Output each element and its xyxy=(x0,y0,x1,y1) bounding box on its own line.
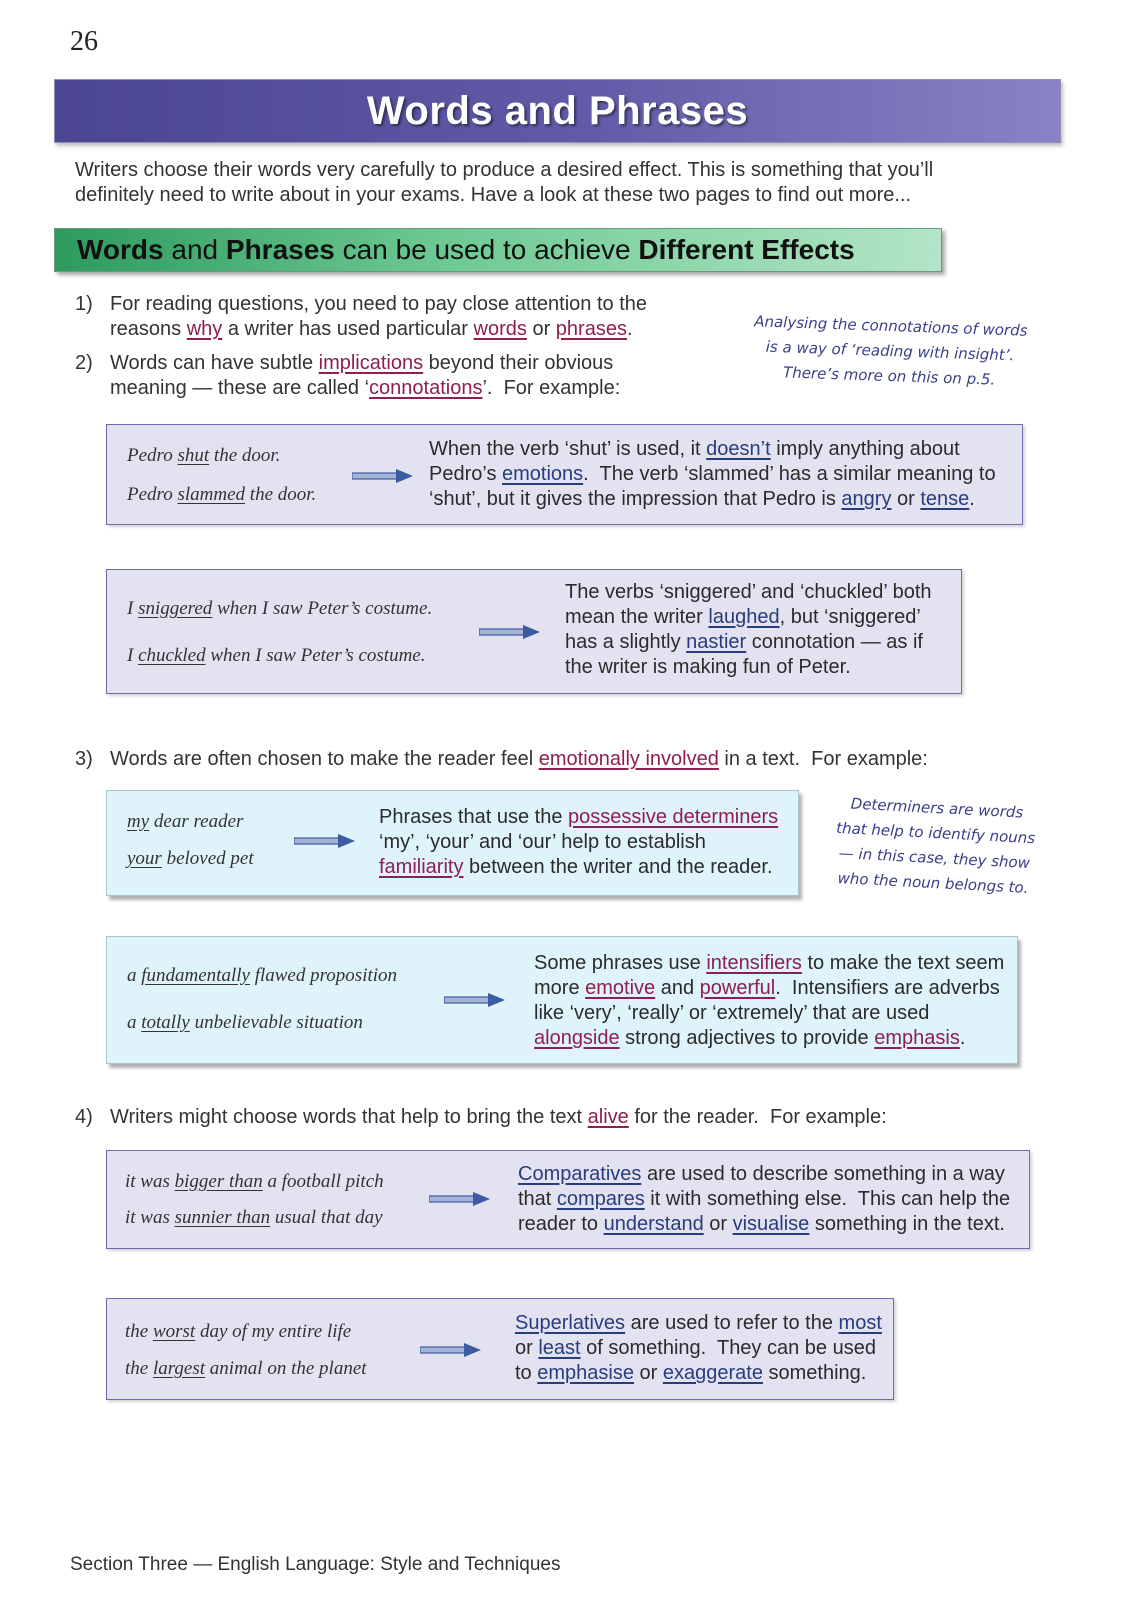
right-arrow-icon xyxy=(352,468,414,484)
highlighted-word: totally xyxy=(141,1012,190,1033)
keyword: Comparatives xyxy=(518,1163,642,1185)
right-arrow-icon xyxy=(294,833,356,849)
heading-word: Words xyxy=(77,234,164,265)
keyword: phrases xyxy=(555,318,627,340)
example-box-shut-slammed xyxy=(106,424,1023,525)
example-box-intensifiers xyxy=(106,936,1018,1064)
page-footer: Section Three — English Language: Style and Techniques xyxy=(70,1554,561,1575)
explanation-text: Some phrases use intensifiers to make the text seem more emotive and powerful. Intensifiers are adverbs like ‘very’, ‘really’ or ‘extremely’ that are used alongside strong adjectives to provide emphasis. xyxy=(534,952,1005,1049)
example-phrase: a fundamentally flawed proposition xyxy=(127,965,398,986)
example-phrase: the worst day of my entire life xyxy=(125,1321,352,1342)
keyword: emphasis xyxy=(874,1027,960,1049)
example-phrase: my dear reader xyxy=(127,811,244,832)
highlighted-word: chuckled xyxy=(138,645,206,666)
note-line: There’s more on this on p.5. xyxy=(782,363,996,389)
point-number: 2) xyxy=(75,352,93,374)
highlighted-word: worst xyxy=(152,1321,196,1342)
right-arrow-icon xyxy=(420,1342,482,1358)
note-line: Analysing the connotations of words xyxy=(753,312,1028,340)
keyword: emotive xyxy=(585,977,656,999)
point-text: Writers might choose words that help to bring the text alive for the reader. For example: xyxy=(110,1106,887,1128)
keyword: tense xyxy=(920,488,970,510)
explanation-text: Comparatives are used to describe something in a way that compares it with something else. This can help the reader to understand or visualise something in the text. xyxy=(518,1163,1011,1235)
margin-note-determiners xyxy=(818,790,1053,902)
heading-word: Phrases xyxy=(225,234,335,265)
point-line: meaning — these are called ‘connotations’. For example: xyxy=(110,377,621,399)
note-line: that help to identify nouns xyxy=(835,818,1036,848)
highlighted-word: bigger than xyxy=(174,1171,263,1192)
example-box-comparatives xyxy=(106,1150,1030,1249)
point-line: reasons why a writer has used particular words or phrases. xyxy=(110,318,633,340)
example-phrase: I chuckled when I saw Peter’s costume. xyxy=(127,645,426,666)
keyword: emotions xyxy=(502,463,584,485)
keyword: emphasise xyxy=(537,1362,634,1384)
point-4 xyxy=(75,1105,1025,1130)
keyword: connotations xyxy=(369,377,483,399)
example-phrase: it was sunnier than usual that day xyxy=(125,1207,383,1228)
example-phrase: Pedro slammed the door. xyxy=(127,484,317,505)
explanation-text: The verbs ‘sniggered’ and ‘chuckled’ both mean the writer laughed, but ‘sniggered’ has a slightly nastier connotation — as if the writer is making fun of Peter. xyxy=(565,581,932,678)
example-phrase: Pedro shut the door. xyxy=(127,445,281,466)
keyword: compares xyxy=(556,1188,645,1210)
point-text: Words are often chosen to make the reader feel emotionally involved in a text. For example: xyxy=(110,748,928,770)
heading-word: and xyxy=(163,234,226,265)
point-number: 1) xyxy=(75,293,93,315)
note-line: is a way of ‘reading with insight’. xyxy=(765,337,1015,365)
point-text xyxy=(110,292,715,342)
keyword: powerful xyxy=(699,977,776,999)
explanation-text: Superlatives are used to refer to the most or least of something. They can be used to emphasise or exaggerate something. xyxy=(515,1312,882,1384)
point-line: For reading questions, you need to pay close attention to the xyxy=(110,293,648,315)
explanation-text: When the verb ‘shut’ is used, it doesn’t imply anything about Pedro’s emotions. The verb ‘slammed’ has a similar meaning to ‘shut’, but it gives the impression that Pedro is angry or tense. xyxy=(429,438,996,510)
point-text xyxy=(110,351,715,401)
highlighted-word: sunnier than xyxy=(174,1207,271,1228)
keyword: least xyxy=(538,1337,581,1359)
intro-line: Writers choose their words very carefully to produce a desired effect. This is something that you’ll xyxy=(75,159,934,181)
keyword: alive xyxy=(587,1106,629,1128)
point-line: Words can have subtle implications beyond their obvious xyxy=(110,352,614,374)
intro-paragraph xyxy=(75,158,1075,208)
keyword: intensifiers xyxy=(706,952,802,974)
keyword: laughed xyxy=(708,606,780,628)
keyword: Superlatives xyxy=(515,1312,626,1334)
highlighted-word: slammed xyxy=(177,484,246,505)
highlighted-word: largest xyxy=(152,1358,206,1379)
keyword: understand xyxy=(603,1213,704,1235)
highlighted-word: my xyxy=(127,811,150,832)
example-box-sniggered-chuckled xyxy=(106,569,962,694)
margin-note-connotations xyxy=(739,309,1041,394)
keyword: familiarity xyxy=(379,856,464,878)
highlighted-word: your xyxy=(127,848,162,869)
point-1 xyxy=(75,292,715,342)
point-number: 4) xyxy=(75,1106,93,1128)
page-title-bar xyxy=(54,79,1061,143)
note-line: who the noun belongs to. xyxy=(837,868,1029,897)
right-arrow-icon xyxy=(479,624,541,640)
keyword: why xyxy=(186,318,223,340)
note-line: — in this case, they show xyxy=(838,843,1031,872)
keyword: alongside xyxy=(534,1027,620,1049)
note-line: Determiners are words xyxy=(850,794,1024,822)
keyword: angry xyxy=(841,488,892,510)
highlighted-word: shut xyxy=(177,445,210,466)
keyword: implications xyxy=(318,352,424,374)
keyword: most xyxy=(838,1312,882,1334)
keyword: exaggerate xyxy=(662,1362,763,1384)
example-box-determiners xyxy=(106,790,799,896)
example-box-superlatives xyxy=(106,1298,894,1400)
keyword: emotionally involved xyxy=(538,748,719,770)
keyword: visualise xyxy=(732,1213,810,1235)
intro-line: definitely need to write about in your exams. Have a look at these two pages to find out more... xyxy=(75,184,912,206)
example-phrase: I sniggered when I saw Peter’s costume. xyxy=(127,598,433,619)
page-number: 26 xyxy=(70,26,98,57)
point-number: 3) xyxy=(75,748,93,770)
highlighted-word: fundamentally xyxy=(141,965,250,986)
point-2 xyxy=(75,351,715,401)
heading-word: Different Effects xyxy=(638,234,855,265)
keyword: words xyxy=(473,318,527,340)
keyword: possessive determiners xyxy=(568,806,779,828)
explanation-text: Phrases that use the possessive determiners ‘my’, ‘your’ and ‘our’ help to establish familiarity between the writer and the reader. xyxy=(379,806,779,878)
point-3 xyxy=(75,747,1025,772)
heading-word: can be used to achieve xyxy=(334,234,639,265)
example-phrase: it was bigger than a football pitch xyxy=(125,1171,384,1192)
example-phrase: your beloved pet xyxy=(127,848,254,869)
example-phrase: a totally unbelievable situation xyxy=(127,1012,363,1033)
section-heading xyxy=(54,228,942,272)
highlighted-word: sniggered xyxy=(138,598,213,619)
right-arrow-icon xyxy=(444,992,506,1008)
keyword: nastier xyxy=(686,631,747,653)
right-arrow-icon xyxy=(429,1191,491,1207)
page-title: Words and Phrases xyxy=(366,88,749,133)
example-phrase: the largest animal on the planet xyxy=(125,1358,367,1379)
keyword: doesn’t xyxy=(706,438,771,460)
